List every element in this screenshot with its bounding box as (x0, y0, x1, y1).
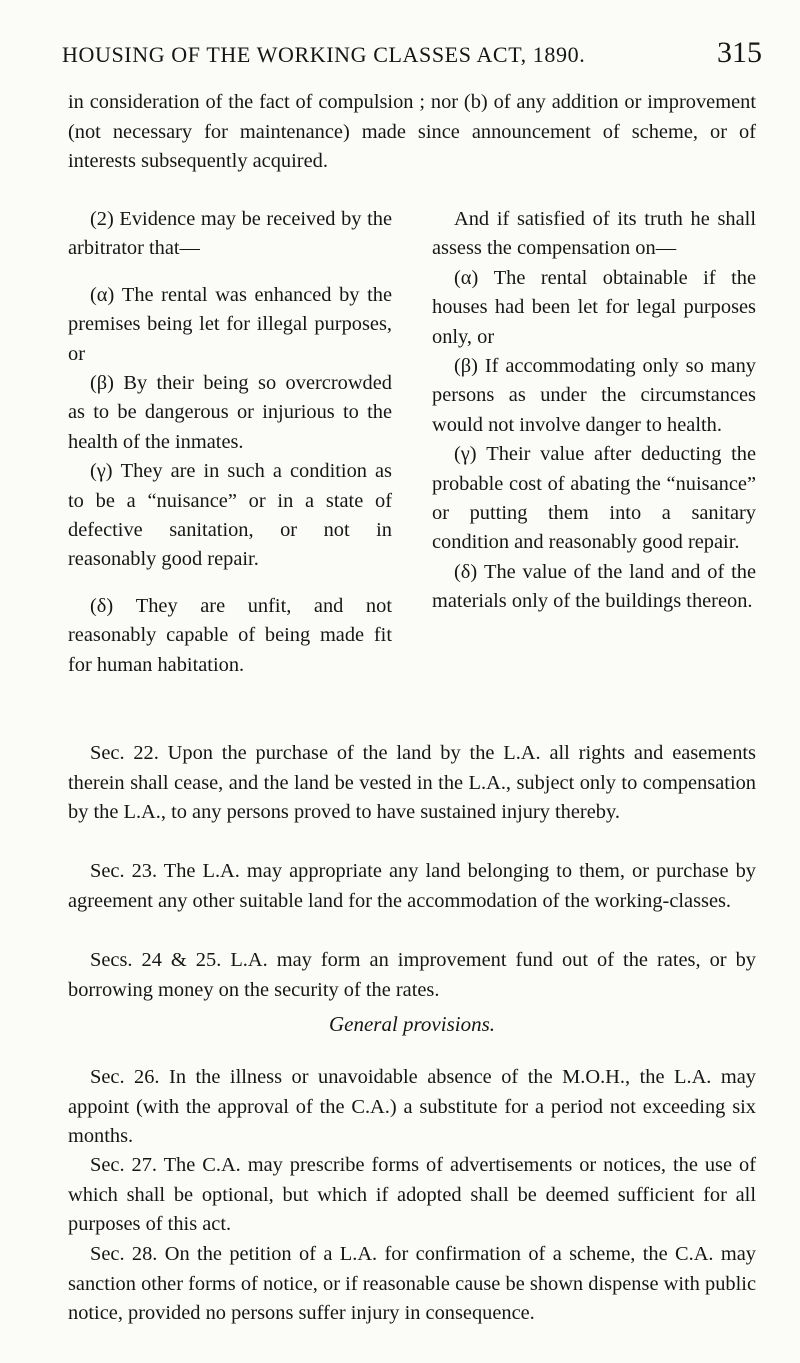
general-provisions-heading: General provisions. (328, 1012, 496, 1036)
section-24-25: Secs. 24 & 25. L.A. may form an improvement fund out of the rates, or by borrowing money on the security of the rates. (68, 949, 756, 1001)
intro-paragraph: in consideration of the fact of compulsion ; nor (b) of any addition or improvement (not necessary for maintenance) made since announcement of scheme, or of interests subsequently acquired. (68, 91, 756, 172)
compensation-intro: And if satisfied of its truth he shall assess the compensation on— (432, 208, 756, 260)
section-22: Sec. 22. Upon the purchase of the land by the L.A. all rights and easements therein shall cease, and the land be vested in the L.A., subject only to compensation by the L.A., to any persons proved to have sustained injury thereby. (68, 742, 756, 823)
running-title: HOUSING OF THE WORKING CLASSES ACT, 1890. (62, 42, 586, 67)
right-column (432, 205, 756, 617)
section-26: Sec. 26. In the illness or unavoidable absence of the M.O.H., the L.A. may appoint (with the approval of the C.A.) a substitute for a period not exceeding six months. (68, 1066, 756, 1147)
section-27: Sec. 27. The C.A. may prescribe forms of advertisements or notices, the use of which shall be optional, but which if adopted shall be deemed sufficient for all purposes of this act. (68, 1154, 756, 1235)
compensation-beta: (β) If accommodating only so many persons as under the circumstances would not involve danger to health. (432, 355, 756, 436)
evidence-delta: (δ) They are unfit, and not reasonably capable of being made fit for human habitation. (68, 594, 392, 676)
section-23: Sec. 23. The L.A. may appropriate any land belonging to them, or purchase by agreement any other suitable land for the accommodation of the working-classes. (68, 860, 756, 912)
evidence-gamma: (γ) They are in such a condition as to be a “nuisance” or in a state of defective sanitation, or not in reasonably good repair. (68, 460, 392, 571)
evidence-intro: (2) Evidence may be received by the arbitrator that— (68, 208, 392, 260)
page-header (62, 36, 762, 70)
section-28: Sec. 28. On the petition of a L.A. for confirmation of a scheme, the C.A. may sanction other forms of notice, or if reasonable cause be shown dispense with public notice, provided no persons suffer injury in consequence. (68, 1243, 756, 1324)
evidence-alpha: (α) The rental was enhanced by the premises being let for illegal purposes, or (68, 283, 392, 365)
compensation-gamma: (γ) Their value after deducting the probable cost of abating the “nuisance” or putting them into a sanitary condition and reasonably good repair. (432, 443, 756, 554)
compensation-delta: (δ) The value of the land and of the materials only of the buildings thereon. (432, 560, 756, 613)
left-column (68, 205, 392, 680)
two-column-comparison (68, 205, 756, 725)
evidence-beta: (β) By their being so overcrowded as to be dangerous or injurious to the health of the inmates. (68, 372, 392, 453)
page-number: 315 (717, 36, 762, 69)
compensation-alpha: (α) The rental obtainable if the houses had been let for legal purposes only, or (432, 266, 756, 348)
